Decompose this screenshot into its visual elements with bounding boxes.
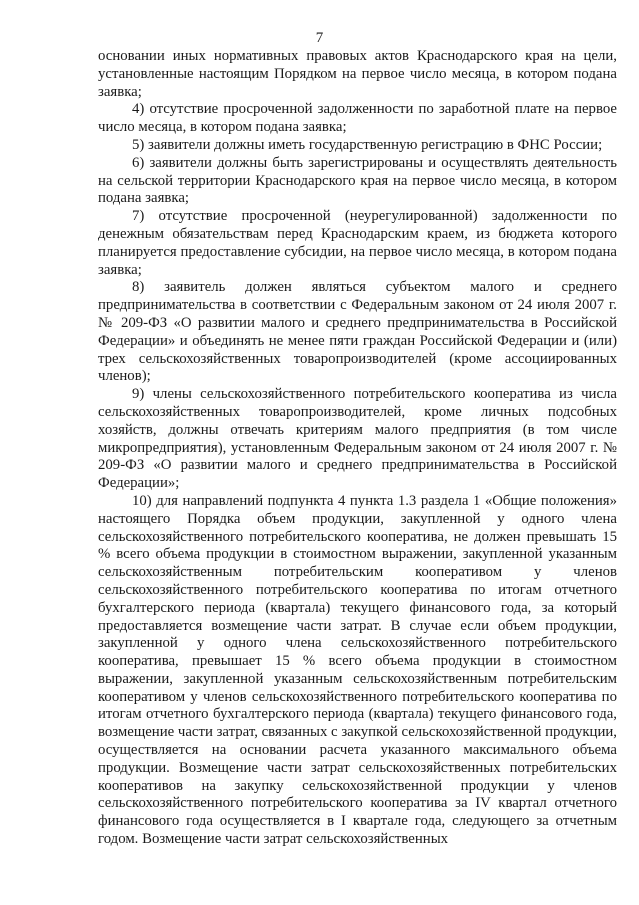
paragraph-item-6: 6) заявители должны быть зарегистрированы и осуществлять деятельность на сельской территории Краснодарского края на первое число месяца, в котором подана заявка; xyxy=(98,154,617,207)
paragraph-item-10: 10) для направлений подпункта 4 пункта 1.3 раздела 1 «Общие положения» настоящего Порядка объем продукции, закупленной у одного члена сельскохозяйственного потребительского кооператива, не должен превышать 15 % всего объема продукции в стоимостном выражении, закупленной указанным сельскохозяйственным потребительским кооперативом у членов сельскохозяйственного потребительского кооператива по итогам отчетного бухгалтерского периода (квартала) текущего финансового года, за который предоставляется возмещение части затрат. В случае если объем продукции, закупленной у одного члена сельскохозяйственного потребительского кооператива, превышает 15 % всего объема продукции в стоимостном выражении, закупленной указанным сельскохозяйственным потребительским кооперативом у членов сельскохозяйственного потребительского кооператива по итогам отчетного бухгалтерского периода (квартала) текущего финансового года, возмещение части затрат, связанных с закупкой сельскохозяйственной продукции, осуществляется на основании расчета указанного максимального объема продукции. Возмещение части затрат сельскохозяйственных потребительских кооперативов на закупку сельскохозяйственной продукции у членов сельскохозяйственного потребительского кооператива за IV квартал отчетного финансового года осуществляется в I квартале года, следующего за отчетным годом. Возмещение части затрат сельскохозяйственных xyxy=(98,492,617,848)
paragraph-continuation: основании иных нормативных правовых актов Краснодарского края на цели, установленные настоящим Порядком на первое число месяца, в котором подана заявка; xyxy=(98,48,617,100)
paragraph-item-8: 8) заявитель должен являться субъектом малого и среднего предпринимательства в соответствии с Федеральным законом от 24 июля 2007 г. № 209-ФЗ «О развитии малого и среднего предпринимательства в Российской Федерации» и объединять не менее пяти граждан Российской Федерации и (или) трех сельскохозяйственных товаропроизводителей (кроме ассоциированных членов); xyxy=(98,279,617,385)
paragraph-item-4: 4) отсутствие просроченной задолженности по заработной плате на первое число месяца, в котором подана заявка; xyxy=(98,101,617,136)
paragraph-item-5: 5) заявители должны иметь государственную регистрацию в ФНС России; xyxy=(132,136,603,153)
paragraph-item-7: 7) отсутствие просроченной (неурегулированной) задолженности по денежным обязательствам перед Краснодарским краем, из бюджета которого планируется предоставление субсидии, на первое число месяца, в котором подана заявка; xyxy=(98,208,617,278)
document-body xyxy=(98,48,617,849)
page-number: 7 xyxy=(315,30,324,46)
paragraph-item-9: 9) члены сельскохозяйственного потребительского кооператива из числа сельскохозяйственных товаропроизводителей, кроме личных подсобных хозяйств, должны отвечать критериям малого предприятия (в том числе микропредприятия), установленным Федеральным законом от 24 июля 2007 г. № 209-ФЗ «О развитии малого и среднего предпринимательства в Российской Федерации»; xyxy=(98,386,617,492)
